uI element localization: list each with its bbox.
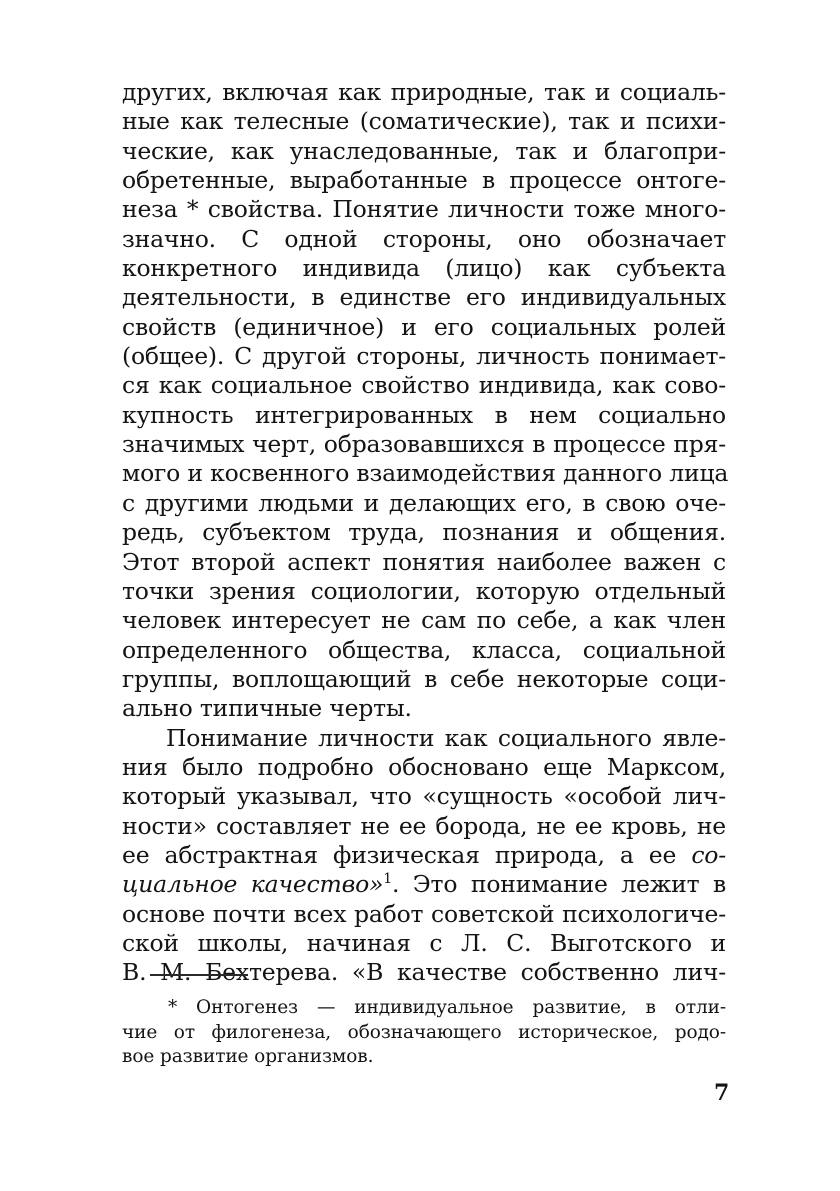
footnote	[122, 996, 726, 1070]
text-line: основе почти всех работ советской психологиче-	[122, 899, 726, 928]
footnote-line: вое развитие организмов.	[122, 1046, 374, 1067]
text-line: ской школы, начиная с Л. С. Выготского и	[122, 928, 726, 957]
italic-quote-segment: циальное качество»	[122, 870, 384, 899]
text-line: обретенные, выработанные в процессе онтоге-	[122, 166, 726, 195]
text-line: значимых черт, образовавшихся в процессе пря-	[122, 430, 726, 459]
main-text	[122, 78, 729, 988]
footnote-line: * Онтогенез — индивидуальное развитие, в отли-	[168, 997, 726, 1018]
text-segment: . Это понимание лежит в	[391, 870, 726, 899]
text-line: человек интересует не сам по себе, а как член	[122, 606, 726, 635]
text-line: группы, воплощающий в себе некоторые соци-	[122, 664, 726, 693]
text-line: В. М. Бехтерева. «В качестве собственно лич-	[122, 958, 726, 987]
text-line	[122, 841, 726, 870]
text-line: (общее). С другой стороны, личность понимает-	[122, 342, 726, 371]
text-line: значно. С одной стороны, оно обозначает	[122, 224, 726, 253]
text-line: ные как телесные (соматические), так и психи-	[122, 107, 726, 136]
text-line: с другими людьми и делающих его, в свою оче-	[122, 488, 726, 517]
text-line: конкретного индивида (лицо) как субъекта	[122, 254, 726, 283]
text-line: Понимание личности как социального явле-	[166, 723, 726, 752]
text-line: ально типичные черты.	[122, 694, 412, 723]
text-line: определенного общества, класса, социальной	[122, 635, 726, 664]
footnote-divider	[150, 974, 248, 976]
text-line: других, включая как природные, так и социаль-	[122, 78, 726, 106]
text-line: свойств (единичное) и его социальных ролей	[122, 312, 726, 341]
text-line: ческие, как унаследованные, так и благопри-	[122, 136, 726, 165]
text-line: ности» составляет не ее борода, не ее кровь, не	[122, 811, 726, 840]
text-line: купность интегрированных в нем социально	[122, 400, 726, 429]
text-line: Этот второй аспект понятия наиболее важен с	[122, 547, 726, 576]
footnote-line: чие от филогенеза, обозначающего историческое, родо-	[122, 1021, 726, 1043]
text-line: редь, субъектом труда, познания и общения.	[122, 518, 726, 547]
text-segment: ее абстрактная физическая природа, а ее	[122, 840, 692, 869]
text-line: неза * свойства. Понятие личности тоже много-	[122, 195, 726, 224]
text-line: ся как социальное свойство индивида, как сово-	[122, 371, 726, 400]
page-number: 7	[714, 1080, 730, 1106]
text-line: точки зрения социологии, которую отдельный	[122, 576, 726, 605]
text-line: мого и косвенного взаимодействия данного лица	[122, 459, 729, 488]
text-line: ния было подробно обосновано еще Марксом,	[122, 752, 726, 781]
text-line: который указывал, что «сущность «особой лич-	[122, 782, 726, 811]
italic-quote-segment: со-	[691, 840, 726, 869]
footnote-reference: 1	[383, 871, 392, 888]
text-line	[122, 870, 726, 899]
text-line: деятельности, в единстве его индивидуальных	[122, 283, 726, 312]
